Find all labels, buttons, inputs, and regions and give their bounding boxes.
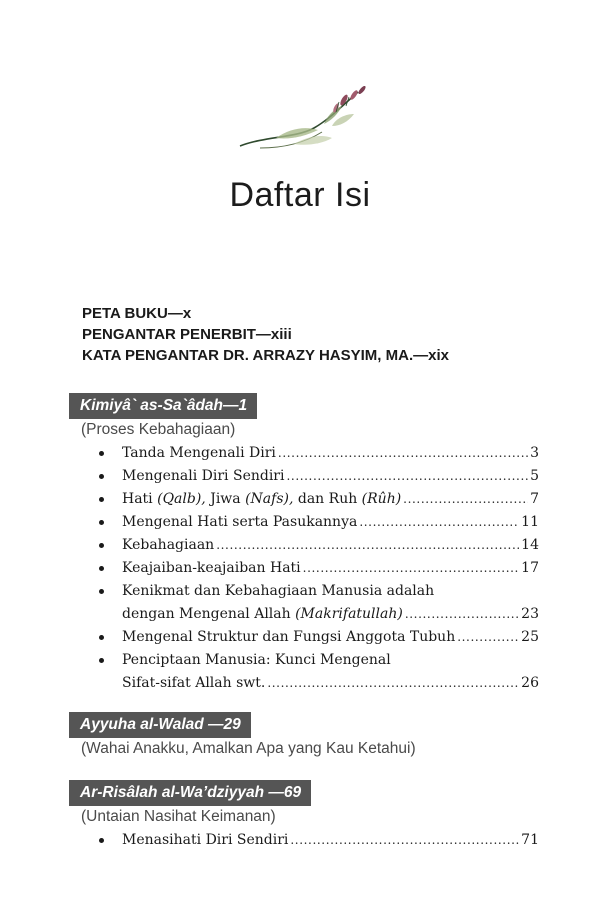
toc-entry-text: Kebahagiaan xyxy=(122,537,215,553)
leader-dots xyxy=(405,603,519,626)
toc-entry-page: 23 xyxy=(521,606,539,622)
botanical-sprig-icon xyxy=(236,86,372,154)
toc-entry-text: Kenikmat dan Kebahagiaan Manusia adalah xyxy=(122,583,435,599)
toc-entry xyxy=(69,488,539,511)
toc-entry-page: 17 xyxy=(521,560,539,576)
toc-entry-page: 71 xyxy=(521,832,539,848)
toc-section-kimiya xyxy=(69,393,539,695)
section-subtitle: (Untaian Nasihat Keimanan) xyxy=(81,808,276,825)
leader-dots xyxy=(457,626,519,649)
toc-entry-page: 25 xyxy=(521,629,539,645)
toc-entry-list xyxy=(69,442,539,695)
toc-entry-text: Mengenal Struktur dan Fungsi Anggota Tubuh xyxy=(122,629,456,645)
toc-entry xyxy=(69,511,539,534)
toc-entry xyxy=(69,649,539,695)
toc-entry xyxy=(69,557,539,580)
toc-entry-text: Sifat-sifat Allah swt. xyxy=(122,675,266,691)
toc-entry-text: Mengenali Diri Sendiri xyxy=(122,468,285,484)
toc-entry-text: Hati (Qalb), Jiwa (Nafs), dan Ruh (Rûh) xyxy=(122,491,402,507)
toc-section-ayyuha xyxy=(69,712,539,758)
front-matter-item: PETA BUKU—x xyxy=(82,305,192,322)
toc-entry-list xyxy=(69,829,539,852)
front-matter-item: KATA PENGANTAR DR. ARRAZY HASYIM, MA.—xix xyxy=(82,347,449,364)
leader-dots xyxy=(403,488,528,511)
leader-dots xyxy=(278,442,528,465)
toc-entry xyxy=(69,829,539,852)
section-heading: Ayyuha al-Walad —29 xyxy=(69,712,251,738)
toc-entry-text: Tanda Mengenali Diri xyxy=(122,445,276,461)
toc-entry-page: 5 xyxy=(530,468,539,484)
leader-dots xyxy=(303,557,520,580)
toc-entry xyxy=(69,626,539,649)
front-matter xyxy=(82,303,449,366)
section-subtitle: (Wahai Anakku, Amalkan Apa yang Kau Ketahui) xyxy=(81,740,416,757)
leader-dots xyxy=(216,534,519,557)
leader-dots xyxy=(267,672,519,695)
page-title: Daftar Isi xyxy=(229,176,371,214)
toc-entry-text: Penciptaan Manusia: Kunci Mengenal xyxy=(122,652,391,668)
toc-section-risalah xyxy=(69,780,539,852)
leader-dots xyxy=(290,829,519,852)
toc-entry-text: Menasihati Diri Sendiri xyxy=(122,832,289,848)
toc-entry xyxy=(69,442,539,465)
toc-entry-page: 7 xyxy=(530,491,539,507)
toc-entry-page: 11 xyxy=(521,514,539,530)
leader-dots xyxy=(359,511,519,534)
toc-entry-page: 26 xyxy=(521,675,539,691)
section-subtitle: (Proses Kebahagiaan) xyxy=(81,421,236,438)
toc-entry-page: 14 xyxy=(521,537,539,553)
leader-dots xyxy=(286,465,528,488)
section-heading: Kimiyâ` as-Sa`âdah—1 xyxy=(69,393,257,419)
toc-entry-text: Mengenal Hati serta Pasukannya xyxy=(122,514,358,530)
toc-entry-text: Keajaiban-keajaiban Hati xyxy=(122,560,301,576)
toc-entry xyxy=(69,534,539,557)
toc-entry-page: 3 xyxy=(530,445,539,461)
toc-entry xyxy=(69,465,539,488)
toc-entry xyxy=(69,580,539,626)
front-matter-item: PENGANTAR PENERBIT—xiii xyxy=(82,326,292,343)
section-heading: Ar-Risâlah al-Wa’dziyyah —69 xyxy=(69,780,311,806)
toc-entry-text: dengan Mengenal Allah (Makrifatullah) xyxy=(122,606,403,622)
